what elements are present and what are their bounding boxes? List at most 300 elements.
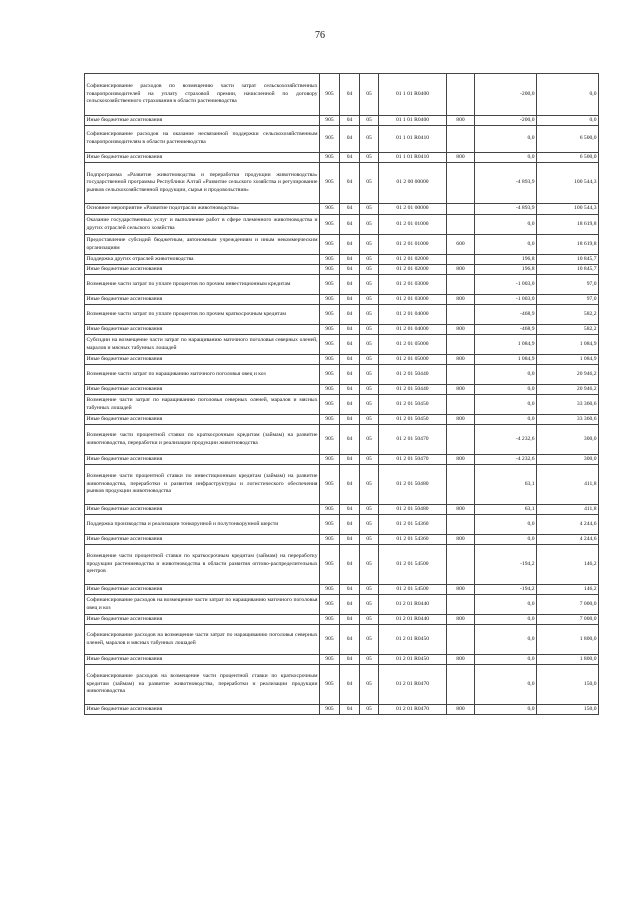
amount-change-cell: 63,1 <box>475 505 537 515</box>
expense-type-cell: 800 <box>447 385 475 395</box>
subsection-code-cell: 05 <box>360 465 379 505</box>
section-code-cell: 04 <box>340 545 360 585</box>
expense-type-cell <box>447 74 475 116</box>
expense-type-cell <box>447 395 475 415</box>
grbs-code-cell: 905 <box>320 655 340 665</box>
expense-type-cell <box>447 275 475 295</box>
expense-type-cell: 800 <box>447 265 475 275</box>
expense-type-cell: 800 <box>447 295 475 305</box>
table-row <box>85 295 599 305</box>
target-article-cell: 01 2 01 02000 <box>379 265 447 275</box>
section-code-cell: 04 <box>340 335 360 355</box>
amount-change-cell: -1 003,0 <box>475 295 537 305</box>
target-article-cell: 01 2 01 04000 <box>379 325 447 335</box>
section-code-cell: 04 <box>340 153 360 163</box>
subsection-code-cell: 05 <box>360 585 379 595</box>
subsection-code-cell: 05 <box>360 665 379 705</box>
section-code-cell: 04 <box>340 625 360 655</box>
amount-change-cell: 0,0 <box>475 595 537 615</box>
expense-type-cell: 800 <box>447 325 475 335</box>
target-article-cell: 01 2 01 01000 <box>379 235 447 255</box>
subsection-code-cell: 05 <box>360 545 379 585</box>
amount-total-cell: 18 619,8 <box>537 235 599 255</box>
target-article-cell: 01 2 00 00000 <box>379 163 447 204</box>
amount-change-cell: 196,8 <box>475 255 537 265</box>
target-article-cell: 01 2 01 R0440 <box>379 595 447 615</box>
amount-total-cell: 150,0 <box>537 665 599 705</box>
grbs-code-cell: 905 <box>320 126 340 153</box>
amount-total-cell: 411,8 <box>537 505 599 515</box>
amount-total-cell: 1 800,0 <box>537 625 599 655</box>
target-article-cell: 01 2 01 R0440 <box>379 615 447 625</box>
grbs-code-cell: 905 <box>320 625 340 655</box>
amount-change-cell: 0,0 <box>475 365 537 385</box>
grbs-code-cell: 905 <box>320 415 340 425</box>
table-row <box>85 325 599 335</box>
section-code-cell: 04 <box>340 295 360 305</box>
section-code-cell: 04 <box>340 74 360 116</box>
amount-change-cell: 0,0 <box>475 235 537 255</box>
expense-name-cell: Софинансирование расходов на возмещение части затрат по наращиванию поголовья северных оленей, маралов и мясных табунных лошадей <box>85 625 320 655</box>
section-code-cell: 04 <box>340 455 360 465</box>
expense-name-cell: Возмещение части затрат по наращиванию маточного поголовья овец и коз <box>85 365 320 385</box>
expense-type-cell <box>447 625 475 655</box>
amount-total-cell: 20 946,2 <box>537 365 599 385</box>
target-article-cell: 01 2 01 50440 <box>379 385 447 395</box>
expense-type-cell: 800 <box>447 455 475 465</box>
expense-type-cell: 600 <box>447 235 475 255</box>
section-code-cell: 04 <box>340 163 360 204</box>
expense-name-cell: Иные бюджетные ассигнования <box>85 325 320 335</box>
section-code-cell: 04 <box>340 425 360 455</box>
table-row <box>85 545 599 585</box>
section-code-cell: 04 <box>340 275 360 295</box>
amount-total-cell: 4 244,6 <box>537 515 599 535</box>
expense-name-cell: Иные бюджетные ассигнования <box>85 355 320 365</box>
expense-name-cell: Софинансирование расходов по возмещению части затрат сельскохозяйственных товаропроизводителей на уплату страховой премии, начисленной по договору сельскохозяйственного страхования в области растениеводства <box>85 74 320 116</box>
section-code-cell: 04 <box>340 505 360 515</box>
table-row <box>85 425 599 455</box>
expense-name-cell: Возмещение части процентной ставки по краткосрочным кредитам (займам) на развитие животноводства, переработки и реализации продукции животноводства <box>85 425 320 455</box>
table-row <box>85 655 599 665</box>
target-article-cell: 01 2 01 R0470 <box>379 665 447 705</box>
table-row <box>85 204 599 215</box>
grbs-code-cell: 905 <box>320 595 340 615</box>
expense-name-cell: Иные бюджетные ассигнования <box>85 705 320 715</box>
budget-table <box>84 73 599 715</box>
expense-name-cell: Поддержка других отраслей животноводства <box>85 255 320 265</box>
grbs-code-cell: 905 <box>320 305 340 325</box>
grbs-code-cell: 905 <box>320 265 340 275</box>
target-article-cell: 01 1 01 R0410 <box>379 126 447 153</box>
target-article-cell: 01 2 01 05000 <box>379 355 447 365</box>
expense-name-cell: Предоставление субсидий бюджетным, автономным учреждениям и иным некоммерческим организациям <box>85 235 320 255</box>
table-row <box>85 215 599 235</box>
table-row <box>85 153 599 163</box>
amount-change-cell: -1 003,0 <box>475 275 537 295</box>
target-article-cell: 01 2 01 50480 <box>379 505 447 515</box>
section-code-cell: 04 <box>340 385 360 395</box>
grbs-code-cell: 905 <box>320 74 340 116</box>
amount-total-cell: 33 360,6 <box>537 415 599 425</box>
grbs-code-cell: 905 <box>320 365 340 385</box>
expense-name-cell: Поддержка производства и реализации тонкорунной и полутонкорунной шерсти <box>85 515 320 535</box>
amount-change-cell: -4 232,6 <box>475 425 537 455</box>
grbs-code-cell: 905 <box>320 153 340 163</box>
table-row <box>85 335 599 355</box>
grbs-code-cell: 905 <box>320 163 340 204</box>
expense-name-cell: Возмещение части процентной ставки по краткосрочным кредитам (займам) на переработку продукции растениеводства и животноводства в области развития оптово-распределительных центров <box>85 545 320 585</box>
expense-type-cell <box>447 595 475 615</box>
amount-change-cell: -4 893,9 <box>475 204 537 215</box>
amount-change-cell: -200,0 <box>475 116 537 126</box>
subsection-code-cell: 05 <box>360 595 379 615</box>
expense-type-cell <box>447 465 475 505</box>
subsection-code-cell: 05 <box>360 74 379 116</box>
expense-type-cell <box>447 215 475 235</box>
expense-type-cell: 800 <box>447 535 475 545</box>
subsection-code-cell: 05 <box>360 163 379 204</box>
expense-name-cell: Иные бюджетные ассигнования <box>85 415 320 425</box>
table-row <box>85 163 599 204</box>
expense-name-cell: Субсидии на возмещение части затрат по наращиванию маточного поголовья северных оленей, маралов и мясных табунных лошадей <box>85 335 320 355</box>
amount-total-cell: 6 500,0 <box>537 153 599 163</box>
amount-total-cell: 300,0 <box>537 455 599 465</box>
amount-change-cell: 0,0 <box>475 705 537 715</box>
grbs-code-cell: 905 <box>320 385 340 395</box>
grbs-code-cell: 905 <box>320 335 340 355</box>
amount-change-cell: 0,0 <box>475 153 537 163</box>
expense-type-cell <box>447 126 475 153</box>
expense-type-cell: 800 <box>447 116 475 126</box>
amount-change-cell: 63,1 <box>475 465 537 505</box>
expense-type-cell <box>447 163 475 204</box>
amount-total-cell: 18 619,8 <box>537 215 599 235</box>
amount-total-cell: 582,2 <box>537 325 599 335</box>
expense-name-cell: Иные бюджетные ассигнования <box>85 535 320 545</box>
budget-table-body <box>85 74 599 715</box>
expense-name-cell: Иные бюджетные ассигнования <box>85 295 320 305</box>
expense-type-cell <box>447 305 475 325</box>
expense-type-cell <box>447 425 475 455</box>
expense-type-cell: 800 <box>447 705 475 715</box>
amount-change-cell: 0,0 <box>475 415 537 425</box>
table-row <box>85 585 599 595</box>
amount-total-cell: 33 360,6 <box>537 395 599 415</box>
subsection-code-cell: 05 <box>360 655 379 665</box>
expense-name-cell: Возмещение части процентной ставки по инвестиционным кредитам (займам) на развитие животноводства, переработки и развития инфраструктуры и логистического обеспечения рынков продукции животноводства <box>85 465 320 505</box>
expense-name-cell: Возмещение части затрат по наращиванию поголовья северных оленей, маралов и мясных табунных лошадей <box>85 395 320 415</box>
amount-total-cell: 7 000,0 <box>537 615 599 625</box>
target-article-cell: 01 2 01 R0470 <box>379 705 447 715</box>
target-article-cell: 01 2 01 50470 <box>379 425 447 455</box>
grbs-code-cell: 905 <box>320 515 340 535</box>
expense-name-cell: Возмещение части затрат по уплате процентов по прочим инвестиционным кредитам <box>85 275 320 295</box>
table-row <box>85 615 599 625</box>
amount-total-cell: 20 946,2 <box>537 385 599 395</box>
expense-type-cell <box>447 255 475 265</box>
section-code-cell: 04 <box>340 365 360 385</box>
section-code-cell: 04 <box>340 515 360 535</box>
target-article-cell: 01 2 01 54500 <box>379 585 447 595</box>
table-row <box>85 116 599 126</box>
table-row <box>85 255 599 265</box>
subsection-code-cell: 05 <box>360 204 379 215</box>
target-article-cell: 01 2 01 05000 <box>379 335 447 355</box>
section-code-cell: 04 <box>340 116 360 126</box>
section-code-cell: 04 <box>340 255 360 265</box>
amount-total-cell: 1 084,9 <box>537 335 599 355</box>
table-row <box>85 455 599 465</box>
expense-type-cell <box>447 335 475 355</box>
section-code-cell: 04 <box>340 265 360 275</box>
target-article-cell: 01 2 01 54500 <box>379 545 447 585</box>
subsection-code-cell: 05 <box>360 505 379 515</box>
section-code-cell: 04 <box>340 215 360 235</box>
section-code-cell: 04 <box>340 615 360 625</box>
expense-name-cell: Иные бюджетные ассигнования <box>85 455 320 465</box>
amount-change-cell: -468,9 <box>475 305 537 325</box>
amount-change-cell: -194,2 <box>475 545 537 585</box>
amount-change-cell: -468,9 <box>475 325 537 335</box>
grbs-code-cell: 905 <box>320 615 340 625</box>
table-row <box>85 385 599 395</box>
expense-type-cell <box>447 365 475 385</box>
subsection-code-cell: 05 <box>360 385 379 395</box>
target-article-cell: 01 2 01 R0450 <box>379 625 447 655</box>
grbs-code-cell: 905 <box>320 395 340 415</box>
expense-name-cell: Основное мероприятие «Развитие подотрасли животноводства» <box>85 204 320 215</box>
expense-type-cell <box>447 515 475 535</box>
expense-type-cell: 800 <box>447 655 475 665</box>
target-article-cell: 01 2 01 50480 <box>379 465 447 505</box>
target-article-cell: 01 2 01 03000 <box>379 275 447 295</box>
section-code-cell: 04 <box>340 705 360 715</box>
grbs-code-cell: 905 <box>320 116 340 126</box>
amount-total-cell: 300,0 <box>537 425 599 455</box>
table-row <box>85 415 599 425</box>
grbs-code-cell: 905 <box>320 204 340 215</box>
section-code-cell: 04 <box>340 535 360 545</box>
amount-change-cell: -4 893,9 <box>475 163 537 204</box>
amount-change-cell: 196,8 <box>475 265 537 275</box>
subsection-code-cell: 05 <box>360 215 379 235</box>
target-article-cell: 01 2 01 50450 <box>379 415 447 425</box>
target-article-cell: 01 2 01 04000 <box>379 305 447 325</box>
section-code-cell: 04 <box>340 465 360 505</box>
amount-change-cell: -4 232,6 <box>475 455 537 465</box>
table-row <box>85 265 599 275</box>
table-row <box>85 595 599 615</box>
amount-change-cell: -200,0 <box>475 74 537 116</box>
target-article-cell: 01 2 01 50440 <box>379 365 447 385</box>
expense-name-cell: Иные бюджетные ассигнования <box>85 153 320 163</box>
table-row <box>85 126 599 153</box>
expense-type-cell: 800 <box>447 153 475 163</box>
page-number: 76 <box>315 30 325 41</box>
amount-total-cell: 1 800,0 <box>537 655 599 665</box>
section-code-cell: 04 <box>340 126 360 153</box>
expense-name-cell: Софинансирование расходов на возмещение части процентной ставки по краткосрочным кредитам (займам) на развитие животноводства, переработки и реализации продукции животноводства <box>85 665 320 705</box>
expense-name-cell: Оказание государственных услуг и выполнение работ в сфере племенного животноводства и других отраслей сельского хозяйства <box>85 215 320 235</box>
subsection-code-cell: 05 <box>360 153 379 163</box>
amount-change-cell: 0,0 <box>475 615 537 625</box>
grbs-code-cell: 905 <box>320 505 340 515</box>
subsection-code-cell: 05 <box>360 415 379 425</box>
section-code-cell: 04 <box>340 655 360 665</box>
expense-name-cell: Иные бюджетные ассигнования <box>85 655 320 665</box>
subsection-code-cell: 05 <box>360 295 379 305</box>
grbs-code-cell: 905 <box>320 665 340 705</box>
target-article-cell: 01 2 01 R0450 <box>379 655 447 665</box>
target-article-cell: 01 2 01 54360 <box>379 535 447 545</box>
subsection-code-cell: 05 <box>360 365 379 385</box>
section-code-cell: 04 <box>340 305 360 325</box>
subsection-code-cell: 05 <box>360 305 379 325</box>
expense-type-cell: 800 <box>447 355 475 365</box>
amount-total-cell: 10 845,7 <box>537 265 599 275</box>
target-article-cell: 01 2 01 50450 <box>379 395 447 415</box>
amount-change-cell: -194,2 <box>475 585 537 595</box>
table-row <box>85 625 599 655</box>
expense-name-cell: Софинансирование расходов на возмещение части затрат по наращиванию маточного поголовья овец и коз <box>85 595 320 615</box>
subsection-code-cell: 05 <box>360 355 379 365</box>
subsection-code-cell: 05 <box>360 515 379 535</box>
subsection-code-cell: 05 <box>360 126 379 153</box>
section-code-cell: 04 <box>340 204 360 215</box>
table-row <box>85 465 599 505</box>
table-row <box>85 665 599 705</box>
section-code-cell: 04 <box>340 585 360 595</box>
target-article-cell: 01 2 01 01000 <box>379 215 447 235</box>
amount-total-cell: 150,0 <box>537 705 599 715</box>
subsection-code-cell: 05 <box>360 535 379 545</box>
subsection-code-cell: 05 <box>360 325 379 335</box>
subsection-code-cell: 05 <box>360 455 379 465</box>
table-row <box>85 705 599 715</box>
table-row <box>85 505 599 515</box>
grbs-code-cell: 905 <box>320 585 340 595</box>
amount-change-cell: 0,0 <box>475 515 537 535</box>
amount-total-cell: 411,8 <box>537 465 599 505</box>
subsection-code-cell: 05 <box>360 235 379 255</box>
grbs-code-cell: 905 <box>320 355 340 365</box>
target-article-cell: 01 1 01 R0400 <box>379 74 447 116</box>
subsection-code-cell: 05 <box>360 275 379 295</box>
target-article-cell: 01 2 01 00000 <box>379 204 447 215</box>
grbs-code-cell: 905 <box>320 535 340 545</box>
amount-total-cell: 146,2 <box>537 585 599 595</box>
expense-name-cell: Софинансирование расходов на оказание несвязанной поддержки сельскохозяйственным товаропроизводителям в области растениеводства <box>85 126 320 153</box>
expense-name-cell: Иные бюджетные ассигнования <box>85 585 320 595</box>
section-code-cell: 04 <box>340 235 360 255</box>
amount-total-cell: 0,0 <box>537 116 599 126</box>
amount-change-cell: 0,0 <box>475 126 537 153</box>
table-row <box>85 535 599 545</box>
expense-type-cell: 800 <box>447 415 475 425</box>
target-article-cell: 01 2 01 02000 <box>379 255 447 265</box>
table-row <box>85 74 599 116</box>
subsection-code-cell: 05 <box>360 705 379 715</box>
expense-type-cell <box>447 204 475 215</box>
table-row <box>85 305 599 325</box>
expense-name-cell: Иные бюджетные ассигнования <box>85 116 320 126</box>
amount-total-cell: 6 500,0 <box>537 126 599 153</box>
section-code-cell: 04 <box>340 415 360 425</box>
target-article-cell: 01 1 01 R0400 <box>379 116 447 126</box>
expense-name-cell: Иные бюджетные ассигнования <box>85 615 320 625</box>
section-code-cell: 04 <box>340 325 360 335</box>
amount-change-cell: 0,0 <box>475 215 537 235</box>
grbs-code-cell: 905 <box>320 425 340 455</box>
target-article-cell: 01 2 01 03000 <box>379 295 447 305</box>
table-row <box>85 235 599 255</box>
target-article-cell: 01 1 01 R0410 <box>379 153 447 163</box>
amount-total-cell: 100 544,3 <box>537 204 599 215</box>
section-code-cell: 04 <box>340 355 360 365</box>
amount-change-cell: 1 084,9 <box>475 335 537 355</box>
subsection-code-cell: 05 <box>360 335 379 355</box>
section-code-cell: 04 <box>340 665 360 705</box>
subsection-code-cell: 05 <box>360 425 379 455</box>
subsection-code-cell: 05 <box>360 625 379 655</box>
subsection-code-cell: 05 <box>360 395 379 415</box>
expense-type-cell <box>447 545 475 585</box>
expense-type-cell: 800 <box>447 615 475 625</box>
grbs-code-cell: 905 <box>320 215 340 235</box>
amount-total-cell: 0,0 <box>537 74 599 116</box>
subsection-code-cell: 05 <box>360 116 379 126</box>
amount-total-cell: 100 544,3 <box>537 163 599 204</box>
amount-change-cell: 0,0 <box>475 395 537 415</box>
amount-change-cell: 1 084,9 <box>475 355 537 365</box>
amount-change-cell: 0,0 <box>475 535 537 545</box>
expense-name-cell: Иные бюджетные ассигнования <box>85 265 320 275</box>
table-row <box>85 365 599 385</box>
amount-total-cell: 582,2 <box>537 305 599 325</box>
target-article-cell: 01 2 01 54360 <box>379 515 447 535</box>
table-row <box>85 275 599 295</box>
section-code-cell: 04 <box>340 595 360 615</box>
grbs-code-cell: 905 <box>320 295 340 305</box>
amount-total-cell: 7 000,0 <box>537 595 599 615</box>
table-row <box>85 395 599 415</box>
amount-total-cell: 10 845,7 <box>537 255 599 265</box>
expense-name-cell: Иные бюджетные ассигнования <box>85 385 320 395</box>
grbs-code-cell: 905 <box>320 235 340 255</box>
amount-total-cell: 4 244,6 <box>537 535 599 545</box>
table-row <box>85 515 599 535</box>
amount-change-cell: 0,0 <box>475 625 537 655</box>
subsection-code-cell: 05 <box>360 255 379 265</box>
amount-total-cell: 1 084,9 <box>537 355 599 365</box>
grbs-code-cell: 905 <box>320 325 340 335</box>
expense-name-cell: Иные бюджетные ассигнования <box>85 505 320 515</box>
subsection-code-cell: 05 <box>360 615 379 625</box>
section-code-cell: 04 <box>340 395 360 415</box>
amount-total-cell: 97,0 <box>537 295 599 305</box>
table-row <box>85 355 599 365</box>
amount-total-cell: 97,0 <box>537 275 599 295</box>
amount-total-cell: 146,2 <box>537 545 599 585</box>
target-article-cell: 01 2 01 50470 <box>379 455 447 465</box>
expense-type-cell: 800 <box>447 585 475 595</box>
amount-change-cell: 0,0 <box>475 655 537 665</box>
expense-name-cell: Подпрограмма «Развитие животноводства и переработки продукции животноводства» государственной программы Республики Алтай «Развитие сельского хозяйства и регулирование рынков сельскохозяйственной продукции, сырья и продовольствия» <box>85 163 320 204</box>
expense-type-cell <box>447 665 475 705</box>
expense-type-cell: 800 <box>447 505 475 515</box>
amount-change-cell: 0,0 <box>475 385 537 395</box>
